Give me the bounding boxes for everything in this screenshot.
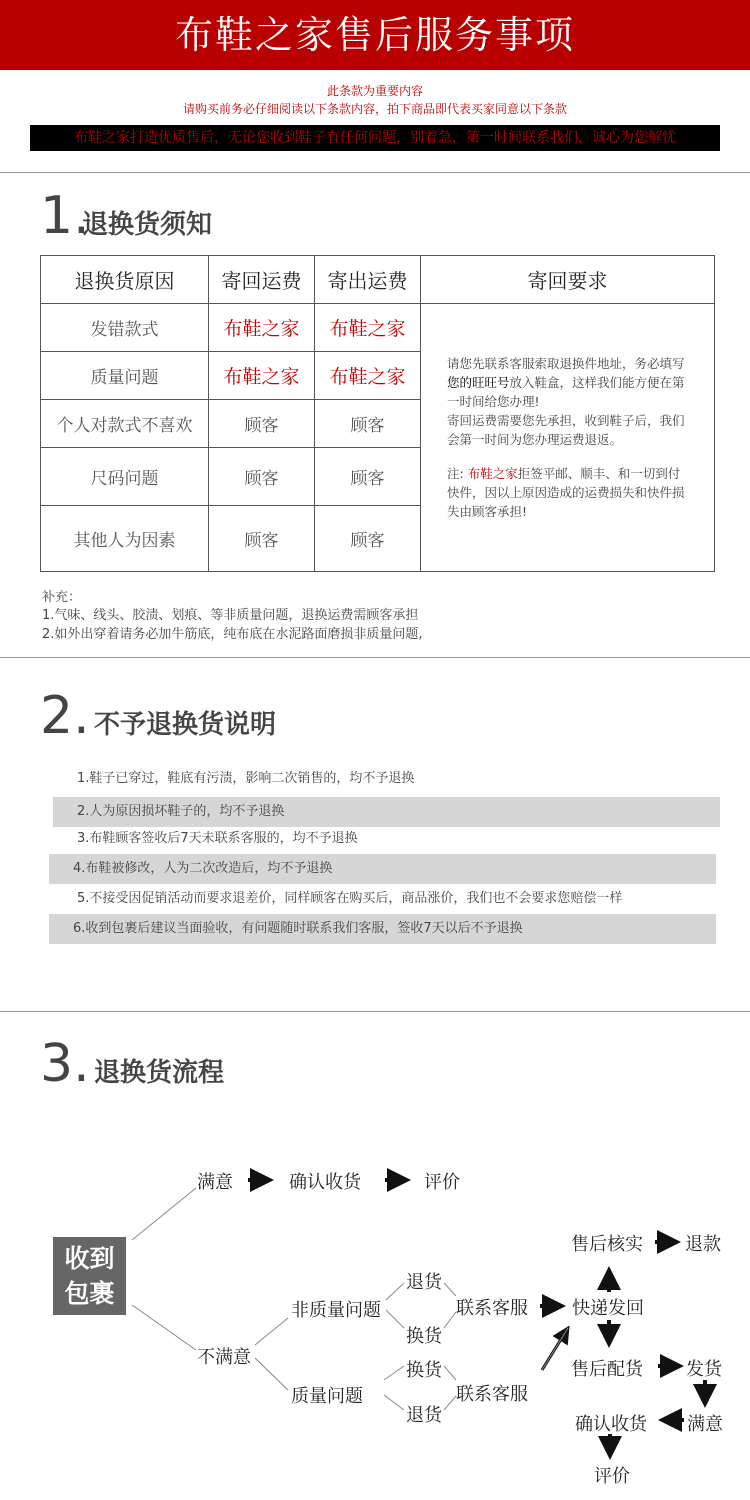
return-fee-cell: 布鞋之家 bbox=[209, 304, 315, 352]
header-send-fee: 寄出运费 bbox=[315, 256, 421, 304]
page-header: 布鞋之家售后服务事项 bbox=[0, 0, 750, 70]
req-text: 放入鞋盒，这样我们能方便在第一时间给您办理! bbox=[447, 375, 685, 409]
flow-contact-service: 联系客服 bbox=[456, 1384, 528, 1405]
flow-review-2: 评价 bbox=[594, 1466, 630, 1487]
req-note-label: 注: bbox=[447, 466, 468, 481]
section-3-title: 退换货流程 bbox=[94, 1058, 225, 1088]
reason-cell: 尺码问题 bbox=[41, 448, 209, 506]
reason-cell: 质量问题 bbox=[41, 352, 209, 400]
return-fee-cell: 顾客 bbox=[209, 400, 315, 448]
requirements-cell bbox=[421, 304, 715, 572]
table-header-row bbox=[41, 256, 715, 304]
flow-return: 退货 bbox=[406, 1272, 442, 1293]
section-1-title: 退换货须知 bbox=[82, 210, 213, 240]
send-fee-cell: 顾客 bbox=[315, 400, 421, 448]
send-fee-cell: 布鞋之家 bbox=[315, 304, 421, 352]
send-fee-cell: 顾客 bbox=[315, 506, 421, 572]
flow-confirm-receipt: 确认收货 bbox=[289, 1172, 361, 1193]
reason-cell: 其他人为因素 bbox=[41, 506, 209, 572]
req-emphasis: 您的旺旺号 bbox=[447, 375, 510, 390]
no-return-item: 2.人为原因损坏鞋子的，均不予退换 bbox=[53, 797, 720, 827]
header-return-fee: 寄回运费 bbox=[209, 256, 315, 304]
start-received-package: 收到 包裹 bbox=[53, 1237, 126, 1315]
section-2-number: 2. bbox=[40, 686, 90, 746]
flow-ship-back: 快递发回 bbox=[572, 1298, 644, 1319]
req-text: 拒签平邮、顺丰、和一切到付快件，因以上原因造成的运费损失和快件损失由顾客承担! bbox=[447, 466, 685, 519]
flow-verify: 售后核实 bbox=[571, 1234, 643, 1255]
flow-unsatisfied: 不满意 bbox=[197, 1347, 251, 1368]
flow-satisfied-2: 满意 bbox=[687, 1414, 723, 1435]
no-return-item: 3.布鞋顾客签收后7天未联系客服的，均不予退换 bbox=[77, 831, 358, 846]
no-return-item: 5.不接受因促销活动而要求退差价，同样顾客在购买后，商品涨价，我们也不会要求您赔偿一样 bbox=[77, 891, 623, 906]
flow-refund: 退款 bbox=[685, 1234, 721, 1255]
table-row bbox=[41, 304, 715, 352]
divider bbox=[0, 172, 750, 173]
return-fee-cell: 顾客 bbox=[209, 448, 315, 506]
no-return-item: 6.收到包裹后建议当面验收，有问题随时联系我们客服，签收7天以后不予退换 bbox=[49, 914, 716, 944]
section-2-title: 不予退换货说明 bbox=[94, 710, 277, 740]
flow-quality: 质量问题 bbox=[291, 1386, 363, 1407]
section-1-number: 1. bbox=[40, 186, 90, 246]
supplement-item: 1.气味、线头、胶渍、划痕、等非质量问题，退换运费需顾客承担 bbox=[42, 608, 419, 623]
no-return-item: 1.鞋子已穿过，鞋底有污渍，影响二次销售的，均不予退换 bbox=[77, 771, 415, 786]
req-brand: 布鞋之家 bbox=[467, 466, 518, 481]
flow-confirm-receipt-2: 确认收货 bbox=[575, 1414, 647, 1435]
section-3-number: 3. bbox=[40, 1034, 90, 1094]
supplement-item: 2.如外出穿着请务必加牛筋底，纯布底在水泥路面磨损非质量问题, bbox=[42, 627, 423, 642]
return-fee-cell: 布鞋之家 bbox=[209, 352, 315, 400]
req-paragraph-2: 寄回运费需要您先承担，收到鞋子后，我们会第一时间为您办理运费退返。 bbox=[447, 413, 685, 447]
service-banner: 布鞋之家打造优质售后，无论您收到鞋子有任何问题，别着急，第一时间联系我们，诚心为您解忧 bbox=[30, 125, 720, 151]
return-fee-cell: 顾客 bbox=[209, 506, 315, 572]
flow-deliver: 发货 bbox=[686, 1359, 722, 1380]
flow-non-quality: 非质量问题 bbox=[291, 1300, 381, 1321]
divider bbox=[0, 1011, 750, 1012]
notice-line-1: 此条款为重要内容 bbox=[326, 84, 423, 98]
flow-satisfied: 满意 bbox=[197, 1172, 233, 1193]
reason-cell: 发错款式 bbox=[41, 304, 209, 352]
flow-reship: 售后配货 bbox=[571, 1359, 643, 1380]
req-text: 请您先联系客服索取退换件地址，务必填写 bbox=[447, 356, 685, 371]
reason-cell: 个人对款式不喜欢 bbox=[41, 400, 209, 448]
divider bbox=[0, 657, 750, 658]
flow-return: 退货 bbox=[406, 1405, 442, 1426]
flow-exchange: 换货 bbox=[406, 1360, 442, 1381]
supplement-label: 补充： bbox=[42, 590, 82, 605]
no-return-item: 4.布鞋被修改，人为二次改造后，均不予退换 bbox=[49, 854, 716, 884]
flow-contact-service: 联系客服 bbox=[456, 1298, 528, 1319]
header-reason: 退换货原因 bbox=[41, 256, 209, 304]
send-fee-cell: 顾客 bbox=[315, 448, 421, 506]
flow-review: 评价 bbox=[424, 1172, 460, 1193]
header-requirements: 寄回要求 bbox=[421, 256, 715, 304]
send-fee-cell: 布鞋之家 bbox=[315, 352, 421, 400]
returns-table bbox=[40, 255, 715, 572]
notice-line-2: 请购买前务必仔细阅读以下条款内容，拍下商品即代表买家同意以下条款 bbox=[182, 102, 567, 116]
flow-exchange: 换货 bbox=[406, 1326, 442, 1347]
